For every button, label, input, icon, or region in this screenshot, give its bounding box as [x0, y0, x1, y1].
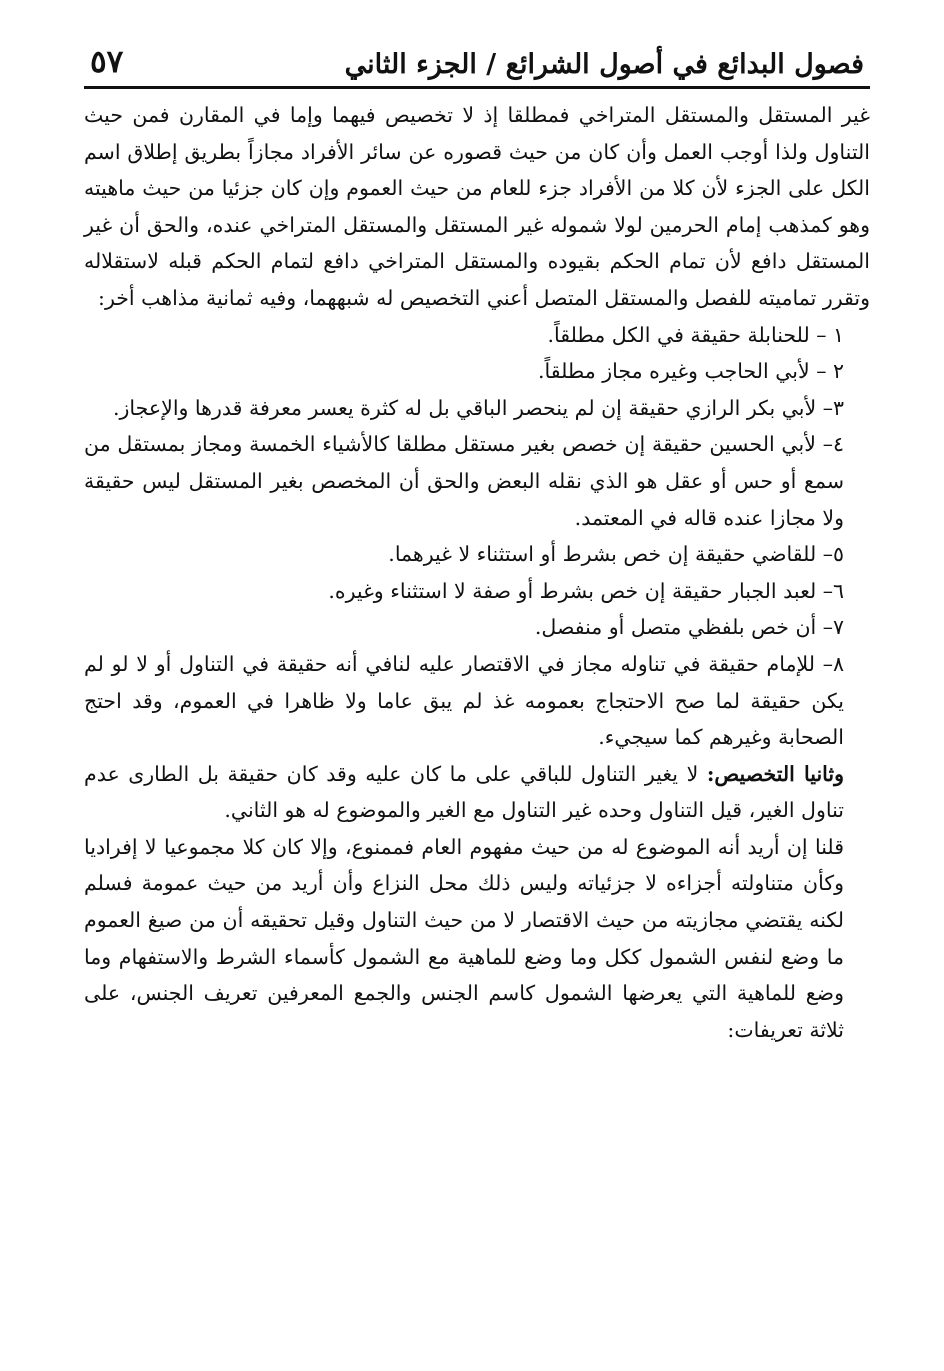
paragraph-intro: غير المستقل والمستقل المتراخي فمطلقا إذ لا تخصيص فيهما وإما في المقارن فمن حيث التناول ولذا أوجب العمل وأن كان من حيث قصوره عن سائر الأفراد مجازاً بطريق إطلاق اسم الكل على الجزء لأن كلا من الأفراد جزء للعام من حيث العموم وإن كان جزئيا من حيث ماهيته وهو كمذهب إمام الحرمين لولا شموله غير المستقل والمستقل المتراخي عنده، والحق أن غير المستقل دافع لأن تمام الحكم بقيوده والمستقل المتراخي دافع لتمام الحكم قبله لاستقلاله وتقرر تماميته للفصل والمستقل المتصل أعني التخصيص له شبههما، وفيه ثمانية مذاهب أخر:	[84, 103, 870, 310]
second-text: لا يغير التناول للباقي على ما كان عليه وقد كان حقيقة بل الطارى عدم تناول الغير، قيل التناول وحده غير التناول مع الغير والموضوع له هو الثاني.	[84, 761, 844, 823]
paragraph-second	[84, 756, 870, 829]
header-rule	[84, 86, 870, 89]
book-page	[84, 34, 870, 1048]
list-item-4: ٤– لأبي الحسين حقيقة إن خصص بغير مستقل مطلقا كالأشياء الخمسة ومجاز بمستقل من سمع أو حس أو عقل هو الذي نقله البعض والحق أن المخصص بغير المستقل ليس حقيقة ولا مجازا عنده قاله في المعتمد.	[84, 432, 844, 530]
second-heading: وثانيا التخصيص:	[706, 761, 844, 786]
list-item-6: ٦– لعبد الجبار حقيقة إن خص بشرط أو صفة لا استثناء وغيره.	[328, 578, 844, 603]
list-item-3: ٣– لأبي بكر الرازي حقيقة إن لم ينحصر الباقي بل له كثرة يعسر معرفة قدرها والإعجاز.	[113, 395, 844, 420]
list-item-1: ١ – للحنابلة حقيقة في الكل مطلقاً.	[547, 322, 844, 347]
body-text	[84, 97, 870, 1048]
paragraph-last: قلنا إن أريد أنه الموضوع له من حيث مفهوم العام فممنوع، وإلا كان كلا مجموعيا لا إفراديا وكأن متناولته أجزاءه لا جزئياته وليس ذلك محل النزاع وأن أريد من حيث عمومة فسلم لكنه يقتضي مجازيته من حيث الاقتصار لا من حيث التناول وقيل تحقيقه أن من صيغ العموم ما وضع لنفس الشمول ككل وما وضع للماهية مع الشمول كأسماء الشرط والاستفهام وما وضع للماهية التي يعرضها الشمول كاسم الجنس والجمع المعرفين تعريف الجنس، على ثلاثة تعريفات:	[84, 834, 844, 1042]
page-header	[84, 34, 870, 78]
list-item-2: ٢ – لأبي الحاجب وغيره مجاز مطلقاً.	[537, 359, 844, 384]
running-title: فصول البدائع في أصول الشرائع / الجزء الثاني	[344, 49, 864, 80]
page-number: ٥٧	[90, 44, 124, 80]
list-item-7: ٧– أن خص بلفظي متصل أو منفصل.	[534, 615, 844, 640]
list-item-5: ٥– للقاضي حقيقة إن خص بشرط أو استثناء لا غيرهما.	[388, 542, 844, 567]
list-item-8: ٨– للإمام حقيقة في تناوله مجاز في الاقتصار عليه لنافي أنه حقيقة في التناول أو لا لو لم يكن حقيقة لما صح الاحتجاج بعمومه غذ لم يبق عاما ولا ظاهرا في العموم، وقد احتج الصحابة وغيرهم كما سيجيء.	[84, 651, 844, 750]
